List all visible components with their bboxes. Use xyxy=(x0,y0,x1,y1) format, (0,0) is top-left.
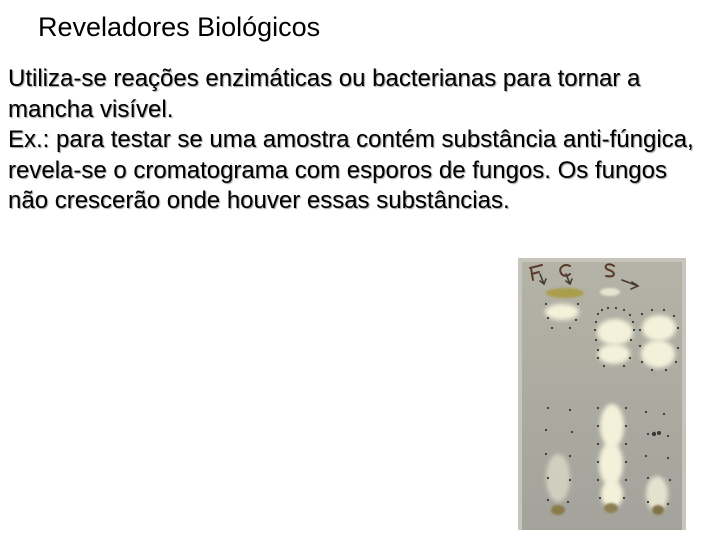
outline-dot xyxy=(629,314,631,316)
outline-dot xyxy=(594,329,596,331)
outline-dot xyxy=(547,499,549,501)
outline-dot xyxy=(597,357,599,359)
outline-dot xyxy=(663,309,665,311)
outline-dot xyxy=(625,425,627,427)
outline-dot xyxy=(645,455,647,457)
outline-dot xyxy=(623,497,625,499)
outline-dot xyxy=(597,461,599,463)
outline-dot xyxy=(641,361,643,363)
outline-dot xyxy=(675,361,677,363)
slide-title: Reveladores Biológicos xyxy=(38,12,321,42)
outline-dot xyxy=(651,369,653,371)
outline-dot xyxy=(551,327,553,329)
outline-dot xyxy=(597,313,599,315)
outline-dot xyxy=(571,431,573,433)
origin-spot xyxy=(600,288,620,296)
outline-dot xyxy=(669,479,671,481)
outline-dot xyxy=(657,431,661,435)
outline-dot xyxy=(577,303,579,305)
outline-dot xyxy=(625,443,627,445)
outline-dot xyxy=(597,407,599,409)
chromatogram-plate xyxy=(518,258,686,530)
outline-dot xyxy=(677,327,679,329)
inhibition-zone xyxy=(546,454,570,502)
outline-dot xyxy=(623,365,625,367)
outline-dot xyxy=(667,435,669,437)
outline-dot xyxy=(569,455,571,457)
paragraph-intro: Utiliza-se reações enzimáticas ou bacterianas para tornar a mancha visível. xyxy=(8,65,641,123)
outline-dot xyxy=(575,319,577,321)
outline-dot xyxy=(625,461,627,463)
outline-dot xyxy=(547,477,549,479)
outline-dot xyxy=(545,303,547,305)
outline-dot xyxy=(647,477,649,479)
outline-dot xyxy=(603,365,605,367)
outline-dot xyxy=(667,457,669,459)
inhibition-zone xyxy=(599,442,623,486)
outline-dot xyxy=(545,453,547,455)
outline-dot xyxy=(569,479,571,481)
outline-dot xyxy=(595,321,597,323)
outline-dot xyxy=(641,313,643,315)
inhibition-zone xyxy=(598,344,630,364)
outline-dot xyxy=(567,501,569,503)
outline-dot xyxy=(630,339,632,341)
inhibition-zone xyxy=(641,340,675,368)
outline-dot xyxy=(615,307,617,309)
outline-dot xyxy=(639,329,641,331)
outline-dot xyxy=(599,497,601,499)
outline-dot xyxy=(647,501,649,503)
outline-dot xyxy=(607,307,609,309)
outline-dot xyxy=(597,349,599,351)
chromatogram-photo xyxy=(518,258,686,530)
outline-dot xyxy=(645,411,647,413)
outline-dot xyxy=(673,315,675,317)
outline-dot xyxy=(595,339,597,341)
outline-dot xyxy=(629,357,631,359)
inhibition-zone xyxy=(642,315,676,341)
outline-dot xyxy=(597,479,599,481)
outline-dot xyxy=(601,309,603,311)
paragraph-example: Ex.: para testar se uma amostra contém substância anti-fúngica, revela-se o cromatograma com esporos de fungos. Os fungos não crescerão onde houver essas substâncias. xyxy=(8,126,694,214)
body-text xyxy=(8,64,708,217)
outline-dot xyxy=(651,309,653,311)
inhibition-zone xyxy=(597,319,633,345)
inhibition-zone xyxy=(600,404,624,448)
outline-dot xyxy=(547,317,549,319)
outline-dot xyxy=(633,329,635,331)
outline-dot xyxy=(545,429,547,431)
outline-dot xyxy=(632,321,634,323)
outline-dot xyxy=(639,345,641,347)
outline-dot xyxy=(547,407,549,409)
outline-dot xyxy=(663,413,665,415)
outline-dot xyxy=(597,425,599,427)
inhibition-zone xyxy=(545,304,579,320)
outline-dot xyxy=(623,309,625,311)
outline-dot xyxy=(625,479,627,481)
outline-dot xyxy=(597,443,599,445)
outline-dot xyxy=(647,433,649,435)
outline-dot xyxy=(625,407,627,409)
outline-dot xyxy=(665,369,667,371)
outline-dot xyxy=(677,347,679,349)
outline-dot xyxy=(667,503,669,505)
outline-dot xyxy=(652,432,656,436)
outline-dot xyxy=(569,409,571,411)
outline-dot xyxy=(569,327,571,329)
origin-stain xyxy=(546,288,584,298)
